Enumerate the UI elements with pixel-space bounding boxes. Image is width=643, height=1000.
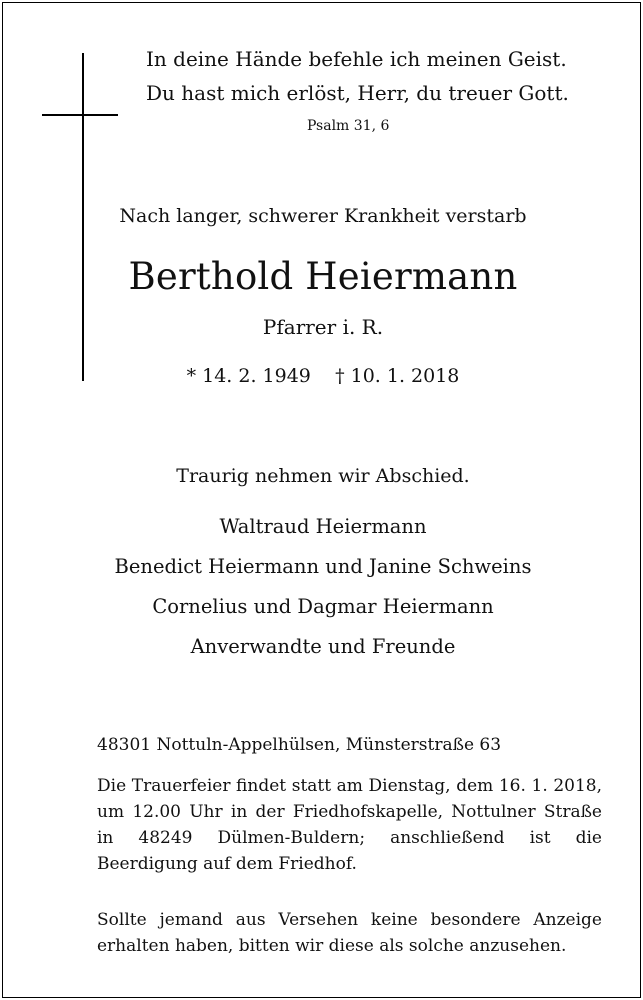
mourner-name: Waltraud Heiermann: [219, 515, 427, 538]
mourner-name: Cornelius und Dagmar Heiermann: [152, 595, 494, 618]
birth-date: * 14. 2. 1949: [186, 365, 311, 387]
cross-icon-crossbar: [42, 114, 118, 116]
death-date: † 10. 1. 2018: [335, 365, 460, 387]
funeral-details: Die Trauerfeier findet statt am Dienstag, dem 16. 1. 2018, um 12.00 Uhr in der Friedhofskapelle, Nottulner Straße in 48249 Dülmen-Buldern; anschließend ist die Beerdigung auf dem Friedhof.: [97, 776, 602, 874]
announcement-intro: Nach langer, schwerer Krankheit verstarb: [119, 205, 527, 227]
obituary-notice: [2, 2, 641, 998]
notice-text: Sollte jemand aus Versehen keine besondere Anzeige erhalten haben, bitten wir diese als solche anzusehen.: [97, 910, 602, 956]
deceased-title: Pfarrer i. R.: [262, 315, 384, 339]
mourners-list: [43, 507, 603, 667]
verse-line-1: In deine Hände befehle ich meinen Geist.: [146, 47, 567, 71]
deceased-name: Berthold Heiermann: [128, 255, 518, 298]
verse-source: Psalm 31, 6: [307, 118, 390, 134]
farewell-line: Traurig nehmen wir Abschied.: [176, 465, 470, 487]
mourner-name: Benedict Heiermann und Janine Schweins: [114, 555, 532, 578]
address: 48301 Nottuln-Appelhülsen, Münsterstraße 63: [97, 735, 502, 755]
life-dates: [83, 365, 563, 387]
verse-line-2: Du hast mich erlöst, Herr, du treuer Gott.: [146, 81, 569, 105]
mourner-name: Anverwandte und Freunde: [190, 635, 456, 658]
